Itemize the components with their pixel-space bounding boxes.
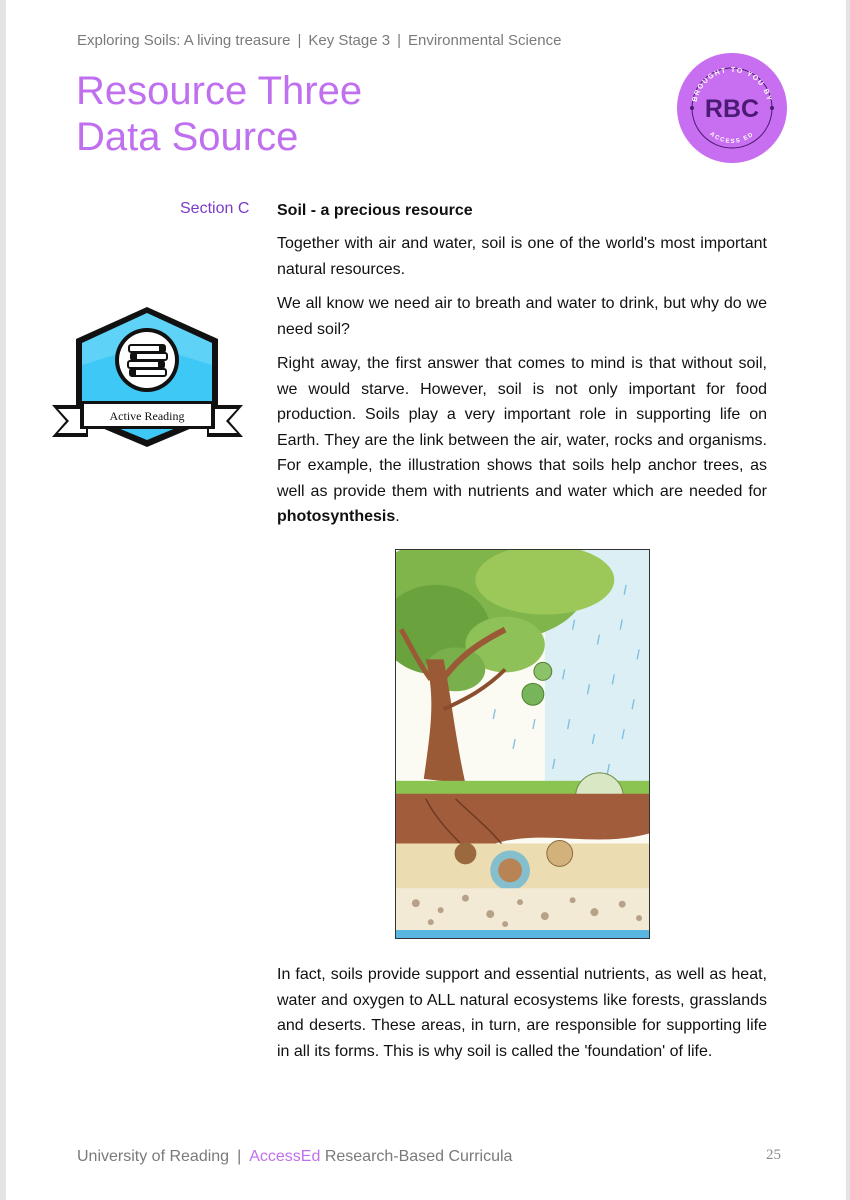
article — [277, 200, 767, 539]
header-line: Exploring Soils: A living treasure | Key Stage 3 | Environmental Science — [77, 32, 562, 49]
books-icon — [115, 328, 179, 392]
footer-brand: AccessEd — [249, 1148, 321, 1165]
header-stage: Key Stage 3 — [308, 32, 391, 49]
article-continued — [277, 962, 767, 1064]
paragraph-1: Together with air and water, soil is one of the world's most important natural resources. — [277, 235, 767, 278]
active-reading-badge — [50, 305, 245, 450]
logo-ring-bottom: ACCESS ED — [708, 131, 756, 146]
page-number: 25 — [766, 1147, 781, 1163]
paragraph-4: In fact, soils provide support and essential nutrients, as well as heat, water and oxygen to ALL natural ecosystems like forests, grasslands and deserts. These areas, in turn, are responsible for supporting life in all its forms. This is why soil is called the 'foundation' of life. — [277, 966, 767, 1060]
article-heading: Soil - a precious resource — [277, 202, 473, 219]
rbc-logo — [676, 52, 788, 164]
paragraph-2: We all know we need air to breath and water to drink, but why do we need soil? — [277, 295, 767, 338]
header-course: Exploring Soils: A living treasure — [77, 32, 291, 49]
paragraph-3 — [277, 351, 767, 530]
logo-text: RBC — [704, 95, 760, 123]
page-edge-left — [0, 0, 6, 1200]
logo-ring-top: BROUGHT TO YOU BY — [691, 66, 773, 103]
soil-illustration — [395, 549, 650, 939]
page-edge-right — [846, 0, 850, 1200]
keyword-photosynthesis: photosynthesis — [277, 508, 396, 525]
paragraph-3-text: Right away, the first answer that comes to mind is that without soil, we would starve. However, soil is not only important for food production. Soils play a very important role in supporting life on Earth. They are the link between the air, water, rocks and organisms. For example, the illustration shows that soils help anchor trees, as well as provide them with nutrients and water which are needed for — [277, 355, 767, 500]
page-title — [76, 68, 362, 160]
section-label: Section C — [180, 200, 250, 217]
footer-university: University of Reading — [77, 1148, 230, 1165]
title-line-2: Data Source — [76, 115, 299, 159]
header-subject: Environmental Science — [408, 32, 562, 49]
title-line-1: Resource Three — [76, 69, 363, 113]
badge-label: Active Reading — [109, 409, 185, 423]
footer-rest: Research-Based Curricula — [320, 1148, 513, 1165]
paragraph-3-end: . — [395, 508, 400, 525]
footer: University of Reading | AccessEd Research-Based Curricula — [77, 1148, 513, 1165]
